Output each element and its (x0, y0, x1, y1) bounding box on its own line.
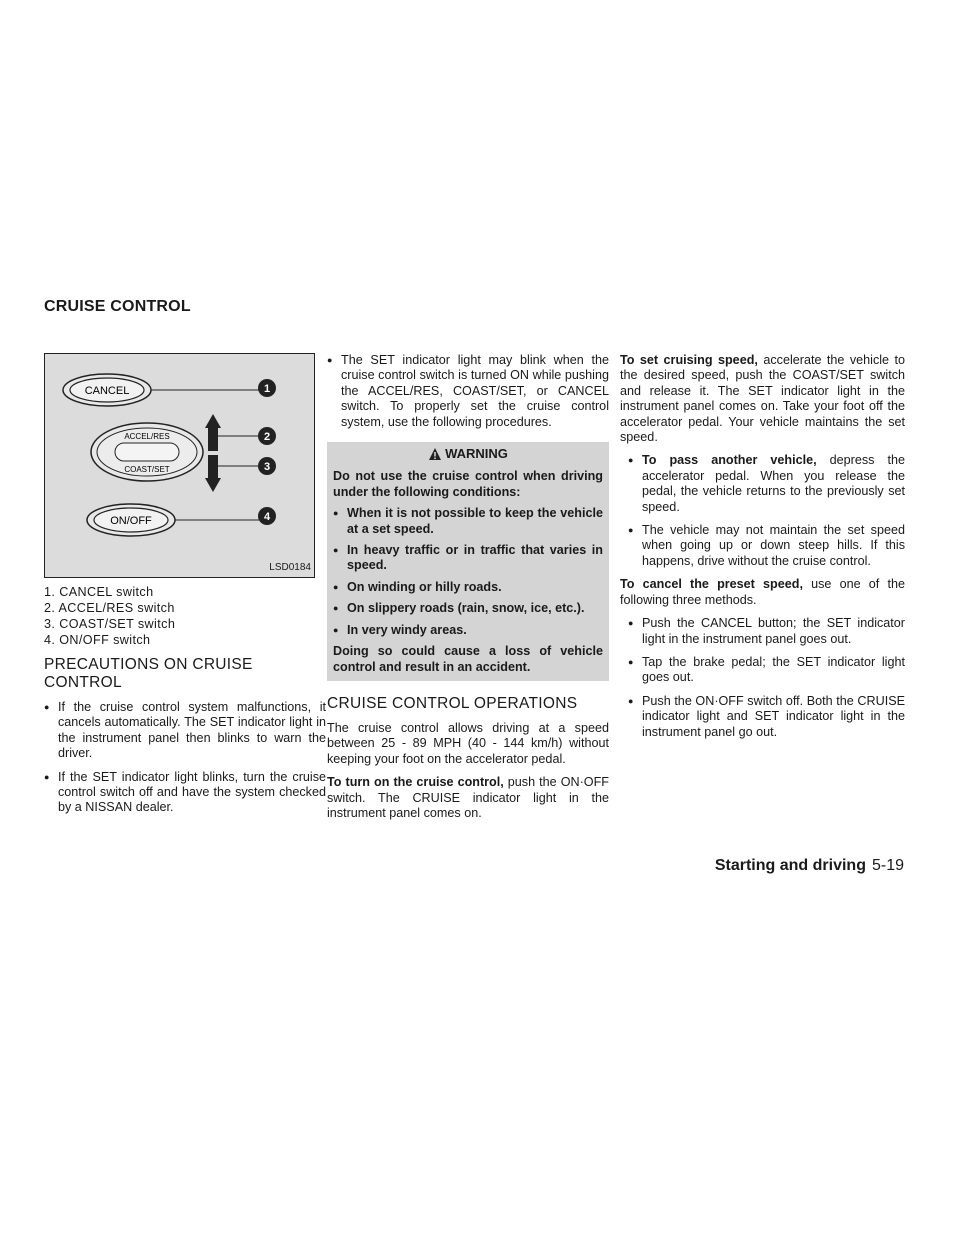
switch-diagram (44, 353, 315, 578)
callout-4: 4 (263, 511, 271, 523)
warning-item: ● When it is not possible to keep the vehicle at a set speed. (333, 506, 603, 537)
figure-legend (44, 584, 326, 648)
warning-title: WARNING (445, 446, 508, 462)
legend-item: 3. COAST/SET switch (44, 617, 176, 631)
warning-item: ● On slippery roads (rain, snow, ice, etc.). (333, 601, 603, 616)
section-title: CRUISE CONTROL (44, 298, 191, 315)
cancel-paragraph: To cancel the preset speed, use one of the following three methods. (620, 577, 905, 607)
column-left (44, 353, 326, 824)
warning-outro: Doing so could cause a loss of vehicle control and result in an accident. (333, 644, 603, 674)
turn-on-paragraph: To turn on the cruise control, push the ON·OFF switch. The CRUISE indicator light in the instrument panel comes on. (327, 775, 609, 820)
precaution-item: ● The SET indicator light may blink when the cruise control switch is turned ON while pushing the ACCEL/RES, COAST/SET, or CANCEL switch. To properly set the cruise control system, use the following procedures. (327, 353, 609, 430)
steep-hills-item: ● The vehicle may not maintain the set speed when going up or down steep hills. If this happens, drive without the cruise control. (628, 523, 905, 569)
page-footer (715, 857, 904, 875)
callout-1: 1 (263, 383, 271, 395)
switch-diagram-graphic (45, 354, 316, 579)
warning-header (333, 446, 603, 461)
callout-2: 2 (263, 431, 271, 443)
coast-set-label: COAST/SET (124, 465, 170, 474)
precautions-heading: PRECAUTIONS ON CRUISE CONTROL (44, 656, 253, 691)
cancel-method-item: ● Push the CANCEL button; the SET indicator light in the instrument panel goes out. (628, 616, 905, 647)
warning-icon (428, 447, 442, 461)
cancel-method-item: ● Tap the brake pedal; the SET indicator light goes out. (628, 655, 905, 686)
operations-intro: The cruise control allows driving at a speed between 25 - 89 MPH (40 - 144 km/h) without keeping your foot on the accelerator pedal. (327, 720, 609, 766)
cancel-switch-label: CANCEL (84, 385, 130, 397)
precaution-item: ● If the SET indicator light blinks, turn the cruise control switch off and have the system checked by a NISSAN dealer. (44, 770, 326, 816)
warning-intro: Do not use the cruise control when driving under the following conditions: (333, 469, 603, 499)
figure-code: LSD0184 (269, 561, 311, 573)
warning-item: ● On winding or hilly roads. (333, 580, 603, 595)
warning-item: ● In heavy traffic or in traffic that varies in speed. (333, 543, 603, 574)
warning-box (327, 442, 609, 681)
precaution-item: ● If the cruise control system malfunctions, it cancels automatically. The SET indicator light in the instrument panel then blinks to warn the driver. (44, 700, 326, 762)
callout-3: 3 (263, 461, 271, 473)
warning-item: ● In very windy areas. (333, 623, 603, 638)
pass-vehicle-item: ● To pass another vehicle, depress the accelerator pedal. When you release the pedal, the vehicle returns to the previously set speed. (628, 453, 905, 515)
page-number: 5-19 (871, 857, 904, 874)
cancel-method-item: ● Push the ON·OFF switch off. Both the CRUISE indicator light and SET indicator light in the instrument panel go out. (628, 694, 905, 740)
footer-section: Starting and driving (714, 857, 866, 874)
accel-res-label: ACCEL/RES (124, 432, 170, 441)
operations-heading: CRUISE CONTROL OPERATIONS (327, 694, 578, 712)
column-middle (327, 353, 609, 829)
column-right (620, 353, 905, 748)
on-off-switch-label: ON/OFF (110, 515, 152, 527)
legend-item: 1. CANCEL switch (44, 585, 154, 599)
set-speed-paragraph: To set cruising speed, accelerate the vehicle to the desired speed, push the COAST/SET switch and release it. The SET indicator light in the instrument panel comes on. Take your foot off the accelerator pedal. Your vehicle maintains the set speed. (620, 353, 906, 445)
legend-item: 2. ACCEL/RES switch (44, 601, 175, 615)
legend-item: 4. ON/OFF switch (44, 633, 151, 647)
